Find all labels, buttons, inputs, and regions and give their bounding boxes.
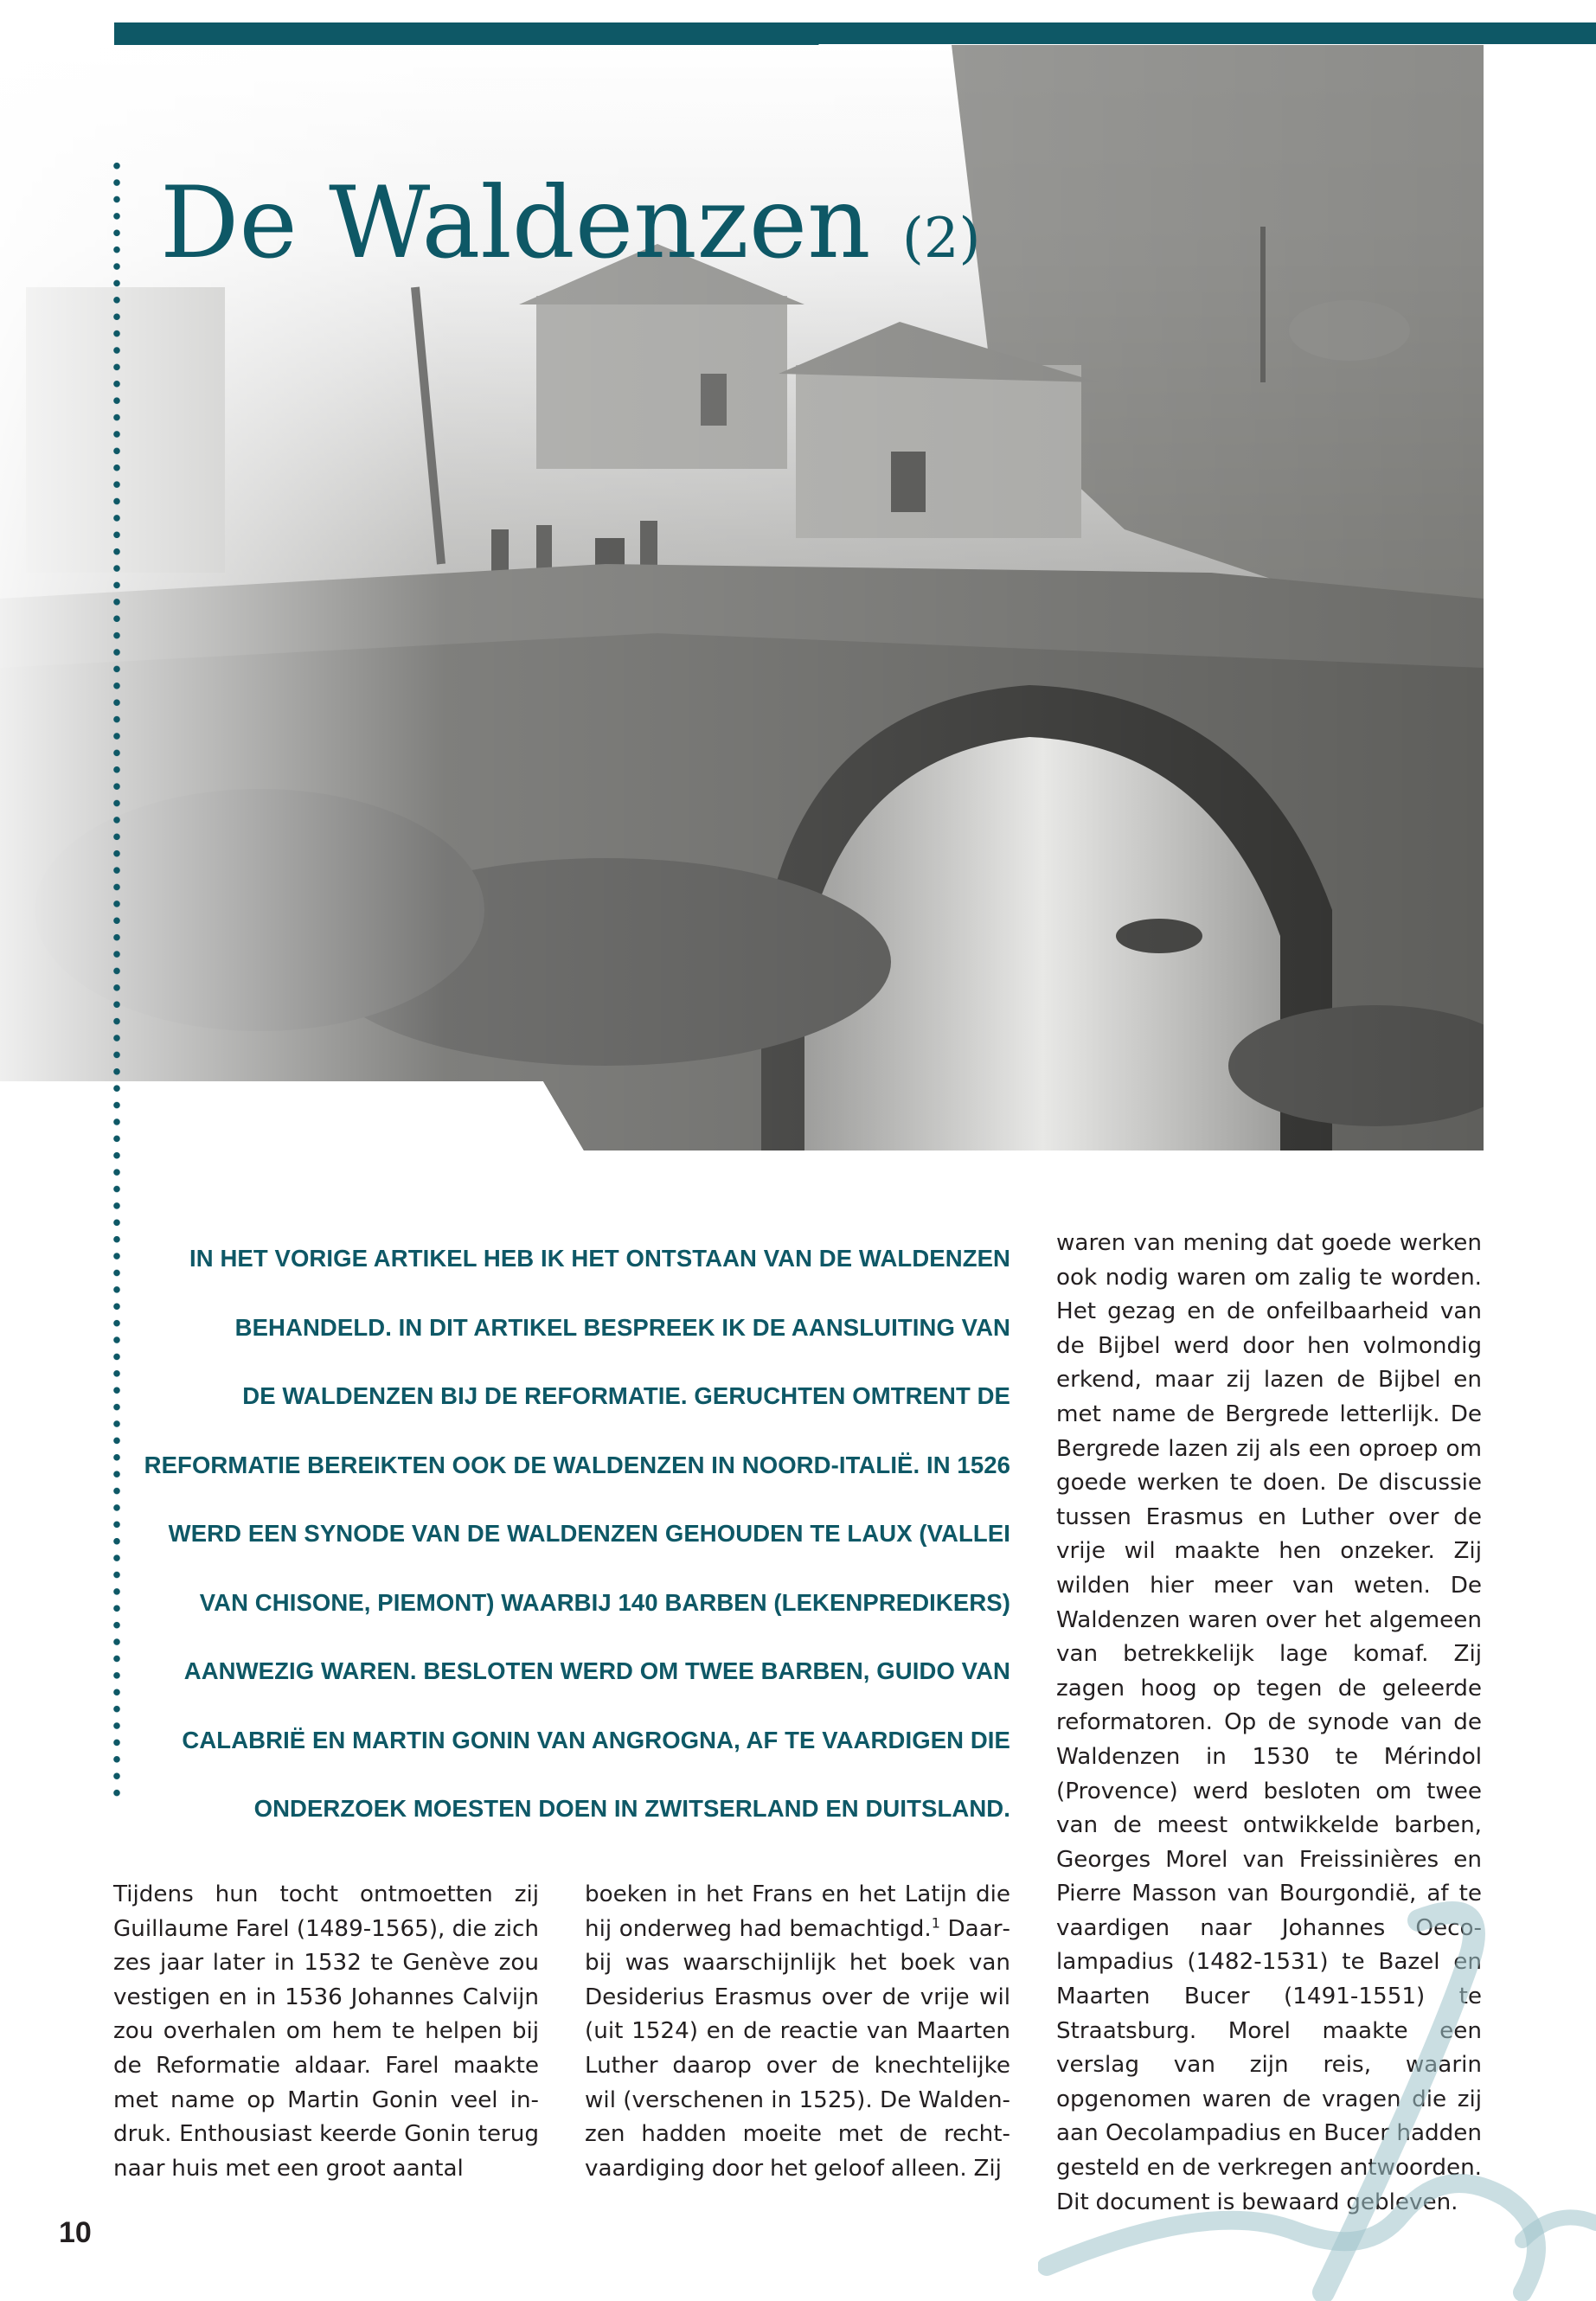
article-title: [160, 163, 981, 299]
intro-line: ONDERZOEK MOESTEN DOEN IN ZWITSERLAND EN DUITSLAND.: [253, 1795, 1010, 1822]
title-number: (2): [901, 207, 981, 271]
title-text: De Waldenzen: [160, 165, 871, 280]
body-column-3: waren van mening dat goede werken ook nodig waren om zalig te worden. Het gezag en de onfeilbaarheid van de Bijbel werd door hen volmondig erkend, maar zij lazen de Bijbel en met name de Bergrede letterlijk. De Bergrede lazen zij als een oproep om goede werken te doen. De discussie tussen Erasmus en Luther over de vrije wil maakte hen onzeker. Zij wilden hier meer van weten. De Waldenzen waren over het algemeen van betrekkelijk lage komaf. Zij zagen hoog op tegen de geleerde reformatoren. Op de synode van de Waldenzen in 1530 te Mérindol (Provence) werd besloten om twee van de meest ontwikkelde barben, Georges Morel van Freissinières en Pierre Masson van Bourgondië, af te vaardigen naar Johannes Oecolampadius (1482-1531) te Bazel en Maarten Bucer (1491-1551) te Straatsburg. Morel maakte een verslag van zijn reis, waarin opgenomen waren de vragen die zij aan Oecolampadius en Bucer hadden gesteld en de verkregen antwoorden. Dit document is bewaard gebleven.: [1056, 1230, 1482, 2215]
dotted-rule: [112, 157, 121, 1801]
intro-line: DE WALDENZEN BIJ DE REFORMATIE. GERUCHTEN OMTRENT DE: [242, 1382, 1010, 1409]
body-column-2: [585, 1878, 1010, 2186]
intro-line: VAN CHISONE, PIEMONT) WAARBIJ 140 BARBEN (LEKENPREDIKERS): [199, 1588, 1010, 1616]
intro-line: WERD EEN SYNODE VAN DE WALDENZEN GEHOUDEN TE LAUX (VALLEI: [168, 1520, 1010, 1547]
intro-line: BEHANDELD. IN DIT ARTIKEL BESPREEK IK DE AANSLUITING VAN: [234, 1313, 1010, 1341]
page-number: 10: [59, 2216, 92, 2249]
intro-line: CALABRIË EN MARTIN GONIN VAN ANGROGNA, AF TE VAARDIGEN DIE: [182, 1726, 1010, 1753]
article-intro: [138, 1224, 1010, 1843]
body-text: boeken in het Frans en het Latijn die hij onderweg had bemachtigd.: [585, 1881, 1010, 1942]
footnote-mark: 1: [931, 1913, 940, 1931]
body-column-1: Tijdens hun tocht ontmoetten zij Guillaume Farel (1489-1565), die zich zes jaar later in 1532 te Genève zou vestigen en in 1536 Johannes Calvijn zou overhalen om hem te helpen bij de Reformatie aldaar. Farel maakte met name op Martin Gonin veel indruk. Enthousiast keerde Gonin terug naar huis met een groot aantal: [113, 1881, 539, 2182]
intro-line: AANWEZIG WAREN. BESLOTEN WERD OM TWEE BARBEN, GUIDO VAN: [183, 1657, 1010, 1684]
intro-line: IN HET VORIGE ARTIKEL HEB IK HET ONTSTAAN VAN DE WALDENZEN: [189, 1245, 1010, 1272]
intro-line: REFORMATIE BEREIKTEN OOK DE WALDENZEN IN NOORD-ITALIË. IN 1526: [144, 1451, 1010, 1478]
body-text: Daarbij was waarschijnlijk het boek van Desiderius Erasmus over de vrije wil (uit 1524) en de reactie van Maarten Luther daarop over de knechtelijke wil (verschenen in 1525). De Waldenzen hadden moeite met de rechtvaardiging door het geloof alleen. Zij: [585, 1915, 1010, 2182]
